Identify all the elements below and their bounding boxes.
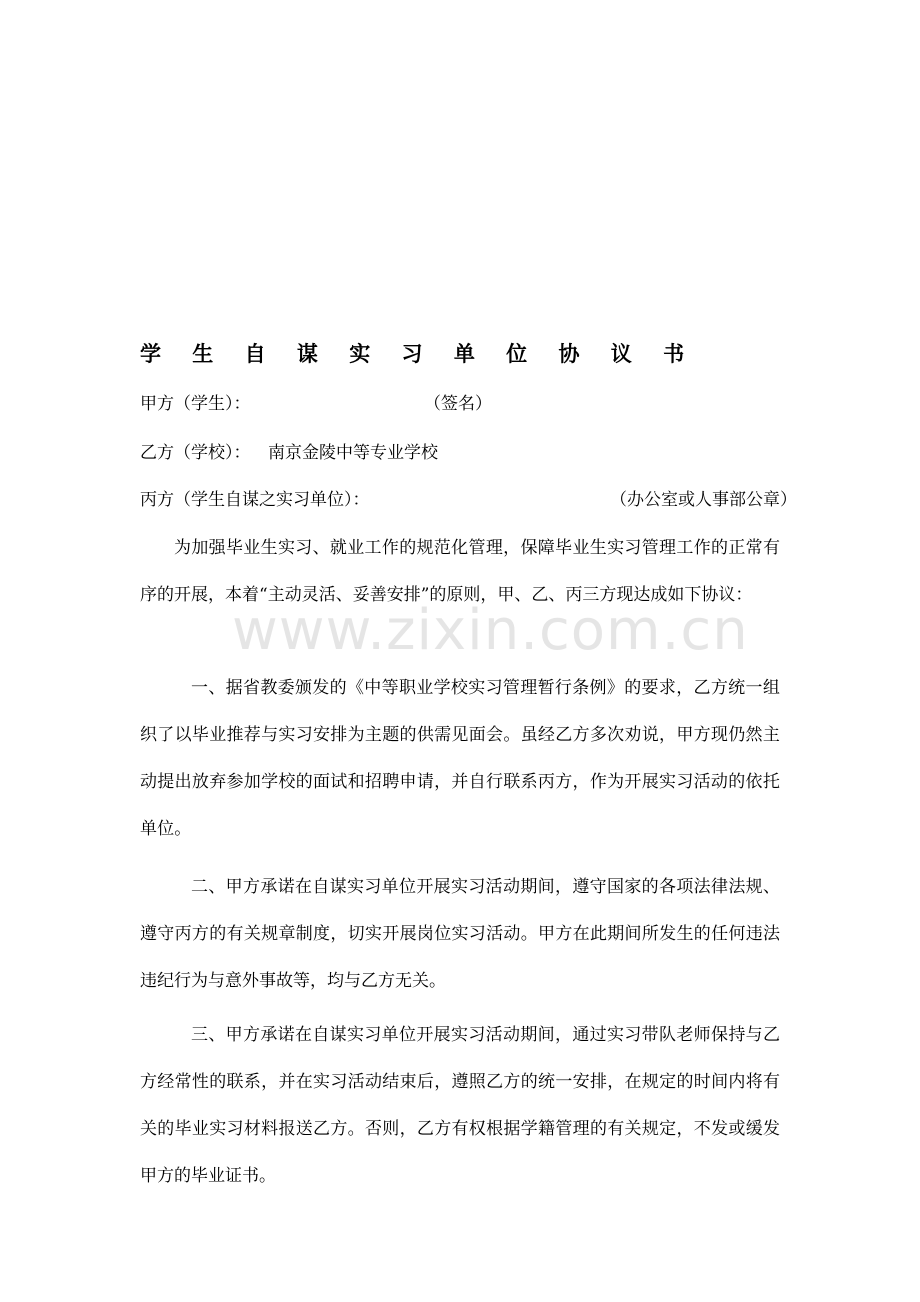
clause-3-paragraph: 三、甲方承诺在自谋实习单位开展实习活动期间，通过实习带队老师保持与乙方经常性的联系，并在实习活动结束后，遵照乙方的统一安排，在规定的时间内将有关的毕业实习材料报送乙方。否则，乙方有权根据学籍管理的有关规定，不发或缓发甲方的毕业证书。 <box>140 1025 780 1186</box>
party-c-seal-note: （办公室或人事部公章） <box>610 490 797 510</box>
party-b-school-name: 南京金陵中等专业学校 <box>268 443 438 463</box>
clause-1-paragraph: 一、据省教委颁发的《中等职业学校实习管理暂行条例》的要求，乙方统一组织了以毕业推荐与实习安排为主题的供需见面会。虽经乙方多次劝说，甲方现仍然主动提出放弃参加学校的面试和招聘申请，并自行联系丙方，作为开展实习活动的依托单位。 <box>140 678 780 839</box>
intro-paragraph: 为加强毕业生实习、就业工作的规范化管理，保障毕业生实习管理工作的正常有序的开展，本着“主动灵活、妥善安排”的原则，甲、乙、丙三方现达成如下协议： <box>140 538 780 605</box>
party-a-signature-note: （签名） <box>424 394 492 414</box>
party-c-label: 丙方（学生自谋之实习单位）： <box>140 490 370 510</box>
clause-2-paragraph: 二、甲方承诺在自谋实习单位开展实习活动期间，遵守国家的各项法律法规、遵守丙方的有关规章制度，切实开展岗位实习活动。甲方在此期间所发生的任何违法违纪行为与意外事故等，均与乙方无关。 <box>140 877 780 991</box>
party-b-label: 乙方（学校）： <box>140 443 251 463</box>
site-watermark: www.zixin.com.cn <box>232 598 749 663</box>
party-a-label: 甲方（学生）： <box>140 394 251 414</box>
document-title: 学 生 自 谋 实 习 单 位 协 议 书 <box>140 342 697 366</box>
